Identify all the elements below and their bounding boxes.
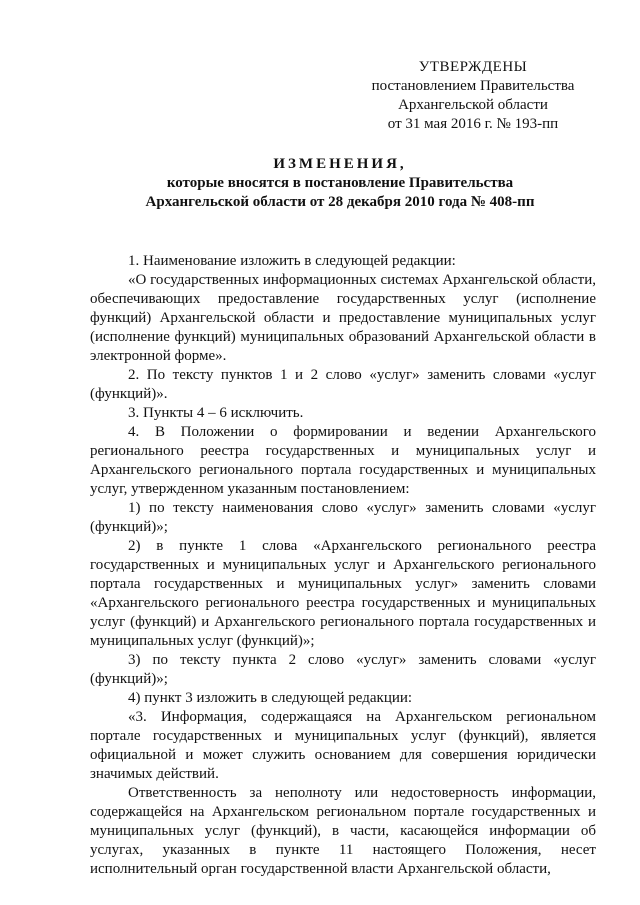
- paragraph: «3. Информация, содержащаяся на Архангельском региональном портале государственных и муниципальных услуг (функций), является официальной и может служить основанием для совершения юридически значимых действий.: [90, 709, 596, 782]
- approval-line: постановлением Правительства: [371, 78, 575, 94]
- paragraph: 2) в пункте 1 слова «Архангельского регионального реестра государственных и муниципальных услуг и Архангельского регионального портала государственных и муниципальных услуг» заменить словами «Архангельского регионального реестра государственных и муниципальных услуг (функций) и Архангельского регионального портала государственных и муниципальных услуг (функций)»;: [90, 538, 596, 649]
- paragraph: 3. Пункты 4 – 6 исключить.: [128, 405, 304, 421]
- paragraph: 3) по тексту пункта 2 слово «услуг» заменить словами «услуг (функций)»;: [90, 652, 596, 687]
- title-main: ИЗМЕНЕНИЯ,: [273, 156, 407, 172]
- paragraph: 4. В Положении о формировании и ведении Архангельского регионального реестра государственных и муниципальных услуг и Архангельского регионального портала государственных и муниципальных услуг, утвержденном указанным постановлением:: [90, 424, 596, 497]
- document-title: [90, 155, 590, 212]
- approval-date: от 31 мая 2016 г. № 193-пп: [387, 116, 559, 132]
- paragraph: «О государственных информационных системах Архангельской области, обеспечивающих предоставление государственных услуг (исполнение функций) Архангельской области и предоставление муниципальных услуг (исполнение функций) муниципальных образований Архангельской области в электронной форме».: [90, 272, 596, 364]
- approval-line: Архангельской области: [398, 97, 548, 113]
- paragraph: Ответственность за неполноту или недостоверность информации, содержащейся на Архангельском региональном портале государственных и муниципальных услуг (функций), в части, касающейся информации об услугах, указанных в пункте 11 настоящего Положения, несет исполнительный орган государственной власти Архангельской области,: [90, 785, 596, 877]
- approval-title: УТВЕРЖДЕНЫ: [418, 59, 528, 75]
- paragraph: 1. Наименование изложить в следующей редакции:: [128, 253, 456, 269]
- document-body: [90, 252, 596, 879]
- title-subtitle: Архангельской области от 28 декабря 2010 года № 408-пп: [145, 194, 535, 210]
- paragraph: 1) по тексту наименования слово «услуг» заменить словами «услуг (функций)»;: [90, 500, 596, 535]
- paragraph: 4) пункт 3 изложить в следующей редакции:: [128, 690, 413, 706]
- approval-stamp: [360, 58, 586, 134]
- title-subtitle: которые вносятся в постановление Правительства: [166, 175, 514, 191]
- paragraph: 2. По тексту пунктов 1 и 2 слово «услуг» заменить словами «услуг (функций)».: [90, 367, 596, 402]
